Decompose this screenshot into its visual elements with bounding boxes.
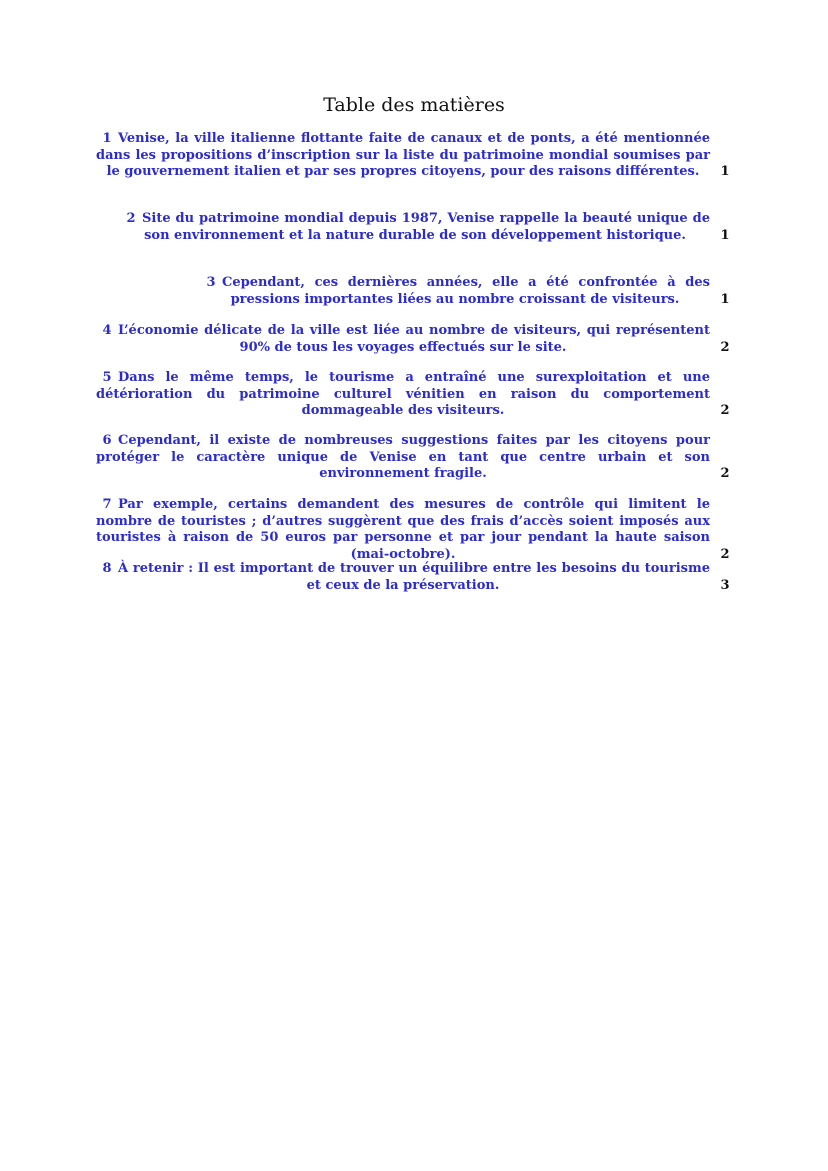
toc-entry-page: 2 [720, 466, 730, 481]
toc-entry-number: 4 [102, 323, 112, 338]
toc-entry-number: 7 [102, 497, 112, 512]
toc-entry-6[interactable] [96, 433, 732, 483]
toc-entry-text: L’économie délicate de la ville est liée au nombre de visiteurs, qui représentent 90% de tous les voyages effectués sur le site. [118, 323, 710, 355]
toc-entry-text: Cependant, il existe de nombreuses suggestions faites par les citoyens pour protéger le caractère unique de Venise en tant que centre urbain et son environnement fragile. [96, 433, 710, 481]
toc-entry-number: 1 [102, 131, 112, 146]
toc-entry-page: 2 [720, 403, 730, 418]
toc-entry-number: 8 [102, 561, 112, 576]
toc-entry-7[interactable] [96, 497, 732, 563]
toc-entry-text: Venise, la ville italienne flottante faite de canaux et de ponts, a été mentionnée dans les propositions d’inscription sur la liste du patrimoine mondial soumises par le gouvernement italien et par ses propres citoyens, pour des raisons différentes. [96, 131, 710, 179]
toc-entry-page: 1 [720, 164, 730, 179]
toc-entry-number: 3 [206, 275, 216, 290]
toc-entry-page: 3 [720, 577, 730, 593]
toc-entry-number: 5 [102, 370, 112, 385]
toc-entry-5[interactable] [96, 370, 732, 420]
toc-entry-2[interactable] [120, 211, 732, 244]
toc-entry-4[interactable] [96, 323, 732, 356]
toc-entry-text: À retenir : Il est important de trouver un équilibre entre les besoins du tourisme et ceux de la préservation. [118, 561, 710, 593]
toc-entry-page: 1 [720, 227, 730, 243]
toc-entry-page: 2 [720, 339, 730, 355]
toc-entry-text: Cependant, ces dernières années, elle a été confrontée à des pressions importantes liées au nombre croissant de visiteurs. [222, 275, 710, 307]
toc-entry-text: Par exemple, certains demandent des mesures de contrôle qui limitent le nombre de touristes ; d’autres suggèrent que des frais d’accès soient imposés aux touristes à raison de 50 euros par personne et par jour pendant la haute saison (mai-octobre). [96, 497, 710, 562]
toc-entry-page: 2 [720, 546, 730, 562]
toc-entry-page: 1 [720, 291, 730, 307]
toc-entry-3[interactable] [200, 275, 732, 308]
toc-entry-text: Dans le même temps, le tourisme a entraîné une surexploitation et une détérioration du patrimoine culturel vénitien en raison du comportement dommageable des visiteurs. [96, 370, 710, 418]
toc-entry-number: 6 [102, 433, 112, 448]
toc-entry-8[interactable] [96, 561, 732, 594]
toc-entry-number: 2 [126, 211, 136, 226]
toc-title: Table des matières [323, 94, 505, 116]
toc-entry-text: Site du patrimoine mondial depuis 1987, Venise rappelle la beauté unique de son environnement et la nature durable de son développement historique. [142, 211, 710, 243]
toc-entry-1[interactable] [96, 131, 732, 181]
